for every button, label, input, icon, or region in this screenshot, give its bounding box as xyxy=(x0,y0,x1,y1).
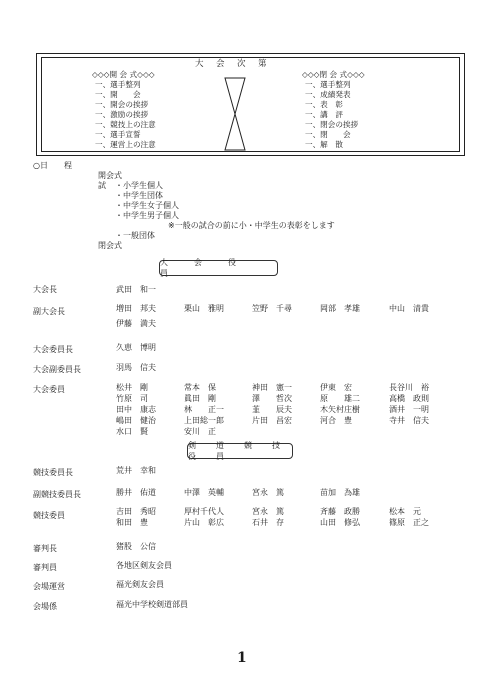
closing-item: 一、成績発表 xyxy=(305,90,351,99)
official-name: 上田総一郎 xyxy=(184,416,224,425)
hourglass-divider xyxy=(222,76,248,152)
role-label: 競技委員 xyxy=(33,511,65,520)
role-label: 会場運営 xyxy=(33,582,65,591)
match-item: ・一般団体 xyxy=(115,231,155,240)
role-label: 大会委員長 xyxy=(33,345,73,354)
opening-ceremony-heading: ◇◇◇開 会 式◇◇◇ xyxy=(92,70,155,79)
opening-item: 一、競技上の注意 xyxy=(95,120,156,129)
official-name: 荒井 幸和 xyxy=(116,466,156,475)
official-name: 原 雄二 xyxy=(320,394,360,403)
official-name: 篠原 正之 xyxy=(389,518,429,527)
official-name: 河合 豊 xyxy=(320,416,352,425)
official-name: 中澤 英輔 xyxy=(184,488,224,497)
official-name: 澤 哲次 xyxy=(252,394,292,403)
official-name: 斉藤 政勝 xyxy=(320,507,360,516)
official-name: 武田 和一 xyxy=(116,285,156,294)
opening-item: 一、激励の挨拶 xyxy=(95,110,149,119)
kendo-officials-heading: 剣 道 競 技 役 員 xyxy=(188,441,300,461)
official-name: 和田 豊 xyxy=(116,518,148,527)
match-item: ・中学生団体 xyxy=(115,191,163,200)
official-name: 片山 彰広 xyxy=(184,518,224,527)
official-name: 福光中学校剣道部員 xyxy=(116,600,188,609)
role-label: 審判長 xyxy=(33,544,57,553)
role-label: 審判員 xyxy=(33,563,57,572)
official-name: 竹原 司 xyxy=(116,394,148,403)
official-name: 厚村千代人 xyxy=(184,507,224,516)
official-name: 羽馬 信夫 xyxy=(116,363,156,372)
official-name: 増田 邦夫 xyxy=(116,304,156,313)
official-name: 木矢村庄樹 xyxy=(320,405,360,414)
role-label: 大会委員 xyxy=(33,385,65,394)
official-name: 片田 昌宏 xyxy=(252,416,292,425)
closing-item: 一、閉会の挨拶 xyxy=(305,120,359,129)
official-name: 嶋田 健治 xyxy=(116,416,156,425)
role-label: 大会長 xyxy=(33,285,57,294)
role-label: 副大会長 xyxy=(33,307,65,316)
opening-item: 一、選手宣誓 xyxy=(95,130,141,139)
closing-item: 一、講 評 xyxy=(305,110,343,119)
official-name: 石井 存 xyxy=(252,518,284,527)
official-name: 各地区剣友会員 xyxy=(116,561,172,570)
official-name: 松井 剛 xyxy=(116,383,148,392)
official-name: 山田 修弘 xyxy=(320,518,360,527)
official-name: 笠野 千尋 xyxy=(252,304,292,313)
opening-item: 一、運営上の注意 xyxy=(95,140,156,149)
opening-item: 一、選手整列 xyxy=(95,80,141,89)
official-name: 久恵 博明 xyxy=(116,343,156,352)
official-name: 眞田 剛 xyxy=(184,394,216,403)
closing-ceremony-text: 閉会式 xyxy=(98,241,122,250)
official-name: 中山 清貴 xyxy=(389,304,429,313)
official-name: 宮永 篤 xyxy=(252,488,284,497)
order-box-title: 大 会 次 第 xyxy=(195,59,269,69)
award-note: ※一般の試合の前に小・中学生の表彰をします xyxy=(168,221,335,230)
role-label: 副競技委員長 xyxy=(33,490,81,499)
match-item: ・中学生女子個人 xyxy=(115,201,179,210)
official-name: 宮永 篤 xyxy=(252,507,284,516)
official-name: 水口 賢 xyxy=(116,427,148,436)
official-name: 勝井 佑道 xyxy=(116,488,156,497)
closing-item: 一、表 彰 xyxy=(305,100,343,109)
official-name: 高橋 政則 xyxy=(389,394,429,403)
official-name: 林 正一 xyxy=(184,405,224,414)
schedule-label: ○日 程 xyxy=(33,161,72,170)
opening-item: 一、開 会 xyxy=(95,90,141,99)
official-name: 韮 辰夫 xyxy=(252,405,292,414)
closing-item: 一、解 散 xyxy=(305,140,343,149)
official-name: 伊東 宏 xyxy=(320,383,352,392)
match-item: ・小学生個人 xyxy=(115,181,163,190)
role-label: 大会副委員長 xyxy=(33,365,81,374)
official-name: 酒井 一明 xyxy=(389,405,429,414)
officials-heading: 大 会 役 員 xyxy=(159,260,278,276)
match-item: ・中学生男子個人 xyxy=(115,211,179,220)
closing-item: 一、選手整列 xyxy=(305,80,351,89)
official-name: 苗加 為雄 xyxy=(320,488,360,497)
role-label: 会場係 xyxy=(33,602,57,611)
official-name: 福光剣友会員 xyxy=(116,580,164,589)
opening-item: 一、開会の挨拶 xyxy=(95,100,149,109)
official-name: 田中 康志 xyxy=(116,405,156,414)
opening-ceremony-text: 開会式 xyxy=(98,171,122,180)
closing-ceremony-heading: ◇◇◇閉 会 式◇◇◇ xyxy=(302,70,365,79)
official-name: 松本 元 xyxy=(389,507,421,516)
closing-item: 一、閉 会 xyxy=(305,130,351,139)
official-name: 常本 保 xyxy=(184,383,216,392)
official-name: 伊藤 満夫 xyxy=(116,319,156,328)
official-name: 長谷川 裕 xyxy=(389,383,429,392)
official-name: 吉田 秀昭 xyxy=(116,507,156,516)
role-label: 競技委員長 xyxy=(33,468,73,477)
official-name: 岡部 孝雄 xyxy=(320,304,360,313)
official-name: 神田 憲一 xyxy=(252,383,292,392)
page-number: 1 xyxy=(237,650,247,666)
official-name: 寺井 信夫 xyxy=(389,416,429,425)
match-prefix: 試 xyxy=(98,181,106,190)
official-name: 栗山 雅明 xyxy=(184,304,224,313)
official-name: 安川 正 xyxy=(184,427,216,436)
official-name: 猪股 公信 xyxy=(116,542,156,551)
